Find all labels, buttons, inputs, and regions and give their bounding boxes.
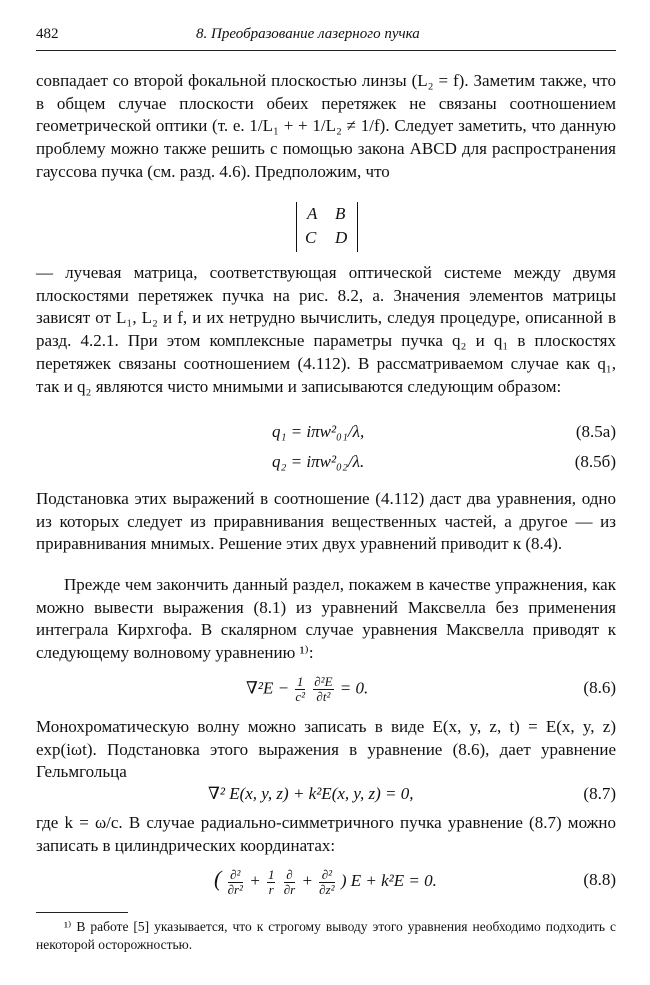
fraction-denominator: ∂r bbox=[283, 881, 296, 897]
equation-8-6-formula bbox=[246, 675, 368, 704]
equation-8-8-formula bbox=[214, 866, 437, 897]
plus-sign: + bbox=[301, 871, 313, 890]
fraction-numerator: 1 bbox=[267, 866, 275, 882]
equation-8-7-formula: ∇² E(x, y, z) + k²E(x, y, z) = 0, bbox=[208, 784, 414, 803]
equation-8-6-rhs: = 0. bbox=[339, 678, 369, 698]
running-title: 8. Преобразование лазерного пучка bbox=[196, 26, 420, 42]
equation-8-7 bbox=[36, 784, 616, 812]
footnote: ¹⁾ В работе [5] указывается, что к строгому выводу этого уравнения необходимо подходить с некоторой осторожностью. bbox=[36, 919, 616, 952]
fraction-numerator: ∂²E bbox=[314, 674, 333, 689]
paragraph-4: Прежде чем закончить данный раздел, покажем в качестве упражнения, как можно вывести выражения (8.1) из уравнений Максвелла без применения интеграла Кирхгофа. В скалярном случае уравнения Максвелла приводят к следующему волновому уравнению ¹⁾: bbox=[36, 575, 616, 663]
fraction-numerator: ∂² bbox=[228, 868, 243, 883]
matrix-b: B bbox=[335, 204, 346, 223]
paragraph-3: Подстановка этих выражений в соотношение (4.112) даст два уравнения, одно из которых следует из приравнивания вещественных частей, а другое — из приравнивания мнимых. Решение этих двух уравнений приводит к (8.4). bbox=[36, 489, 616, 554]
equation-8-8 bbox=[36, 862, 616, 896]
running-header bbox=[36, 24, 616, 51]
plus-sign: + bbox=[249, 871, 261, 890]
equation-8-5a-number: (8.5а) bbox=[575, 422, 616, 441]
open-paren: ( bbox=[214, 866, 222, 891]
equation-8-6-fraction-2 bbox=[313, 675, 333, 704]
equation-8-5b-number: (8.5б) bbox=[574, 452, 616, 471]
equation-8-5a-formula: q₁ = iπw²₀₁/λ, bbox=[272, 422, 365, 441]
equation-8-6-lhs: ∇²E − bbox=[246, 678, 290, 698]
paragraph-6: где k = ω/c. В случае радиально-симметричного пучка уравнение (8.7) можно записать в цилиндрических координатах: bbox=[36, 813, 616, 855]
page-number: 482 bbox=[36, 26, 59, 42]
equation-8-8-fraction-2 bbox=[267, 868, 276, 897]
fraction-denominator: ∂t² bbox=[316, 689, 331, 704]
matrix-d: D bbox=[335, 228, 348, 247]
footnote-rule bbox=[36, 912, 128, 913]
fraction-numerator: ∂² bbox=[319, 868, 334, 883]
paragraph-2: — лучевая матрица, соответствующая оптической системе между двумя плоскостями перетяжек пучка на рис. 8.2, а. Значения элементов матрицы зависят от L₁, L₂ и f, и их нетрудно вычислить, следуя процедуре, описанной в разд. 4.2.1. При этом комплексные параметры пучка q₂ и q₁ в плоскостях перетяжек связаны соотношением (4.112). В рассматриваемом случае как q₁, так и q₂ являются чисто мнимыми и записываются следующим образом: bbox=[36, 263, 616, 396]
equation-8-8-fraction-3 bbox=[284, 868, 295, 897]
matrix-a: A bbox=[307, 204, 318, 223]
equation-8-8-number: (8.8) bbox=[583, 870, 616, 889]
equation-8-7-number: (8.7) bbox=[583, 784, 616, 803]
equation-8-8-tail: ) E + k²E = 0. bbox=[340, 871, 437, 890]
fraction-denominator: c² bbox=[295, 689, 305, 704]
fraction-denominator: ∂z² bbox=[319, 881, 335, 897]
equation-8-8-fraction-1 bbox=[228, 868, 243, 897]
paragraph-1: совпадает со второй фокальной плоскостью линзы (L₂ = f). Заметим также, что в общем случае плоскости обеих перетяжек не связаны соотношением геометрической оптики (т. е. 1/L₁ + + 1/L₂ ≠ 1/f). Следует заметить, что данную проблему можно также решить с помощью закона ABCD для распространения гауссова пучка (см. разд. 4.6). Предположим, что bbox=[36, 71, 616, 181]
paragraph-5: Монохроматическую волну можно записать в виде E(x, y, z, t) = E(x, y, z) exp(iωt). Подстановка этого выражения в уравнение (8.6), дает уравнение Гельмгольца bbox=[36, 717, 616, 782]
equation-8-5b bbox=[36, 452, 616, 480]
equation-8-6 bbox=[36, 672, 616, 704]
fraction-numerator: 1 bbox=[296, 674, 304, 689]
fraction-denominator: ∂r² bbox=[227, 881, 243, 897]
matrix-c: C bbox=[305, 228, 317, 247]
equation-8-5b-formula: q₂ = iπw²₀₂/λ. bbox=[272, 452, 365, 471]
abcd-matrix bbox=[296, 202, 358, 252]
equation-8-5a bbox=[36, 422, 616, 450]
fraction-numerator: ∂ bbox=[284, 868, 295, 883]
equation-8-6-number: (8.6) bbox=[583, 678, 616, 697]
fraction-denominator: r bbox=[268, 881, 274, 897]
equation-8-8-fraction-4 bbox=[319, 868, 334, 897]
equation-8-6-fraction-1 bbox=[295, 675, 305, 704]
